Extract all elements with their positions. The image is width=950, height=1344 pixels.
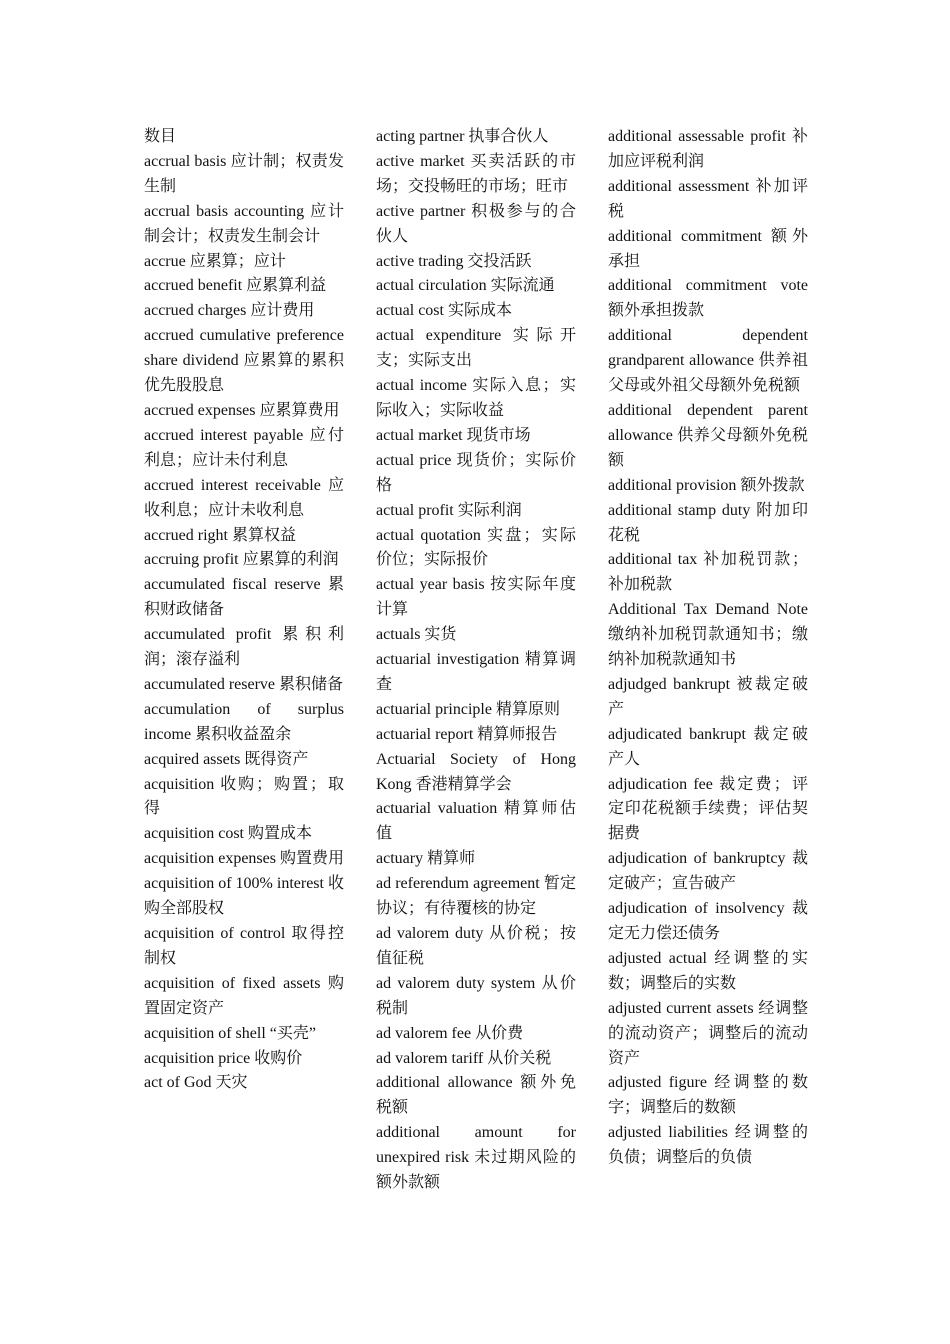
- entry-definition: 取得控制权: [144, 925, 344, 967]
- entry-definition: 应累算利益: [246, 277, 327, 295]
- glossary-entry: [376, 524, 576, 574]
- entry-term: adjudication of insolvency: [608, 900, 785, 918]
- entry-term: actual year basis: [376, 576, 485, 594]
- entry-term: actuarial report: [376, 725, 474, 743]
- entry-term: actuary: [376, 850, 424, 868]
- entry-term: accrued interest receivable: [144, 476, 321, 494]
- entry-definition: 累积储备: [279, 675, 344, 693]
- entry-term: accrued charges: [144, 302, 247, 320]
- entry-term: actual income: [376, 377, 467, 395]
- entry-term: ad referendum agreement: [376, 875, 540, 893]
- entry-definition: 精算师: [427, 850, 476, 868]
- entry-term: acquired assets: [144, 750, 241, 768]
- glossary-entry: [376, 299, 576, 324]
- entry-term: ad valorem duty: [376, 925, 484, 942]
- entry-definition: 经调整的流动资产；调整后的流动资产: [608, 999, 809, 1067]
- entry-definition: 未过期风险的额外款额: [376, 1149, 576, 1192]
- glossary-entry: [144, 1022, 344, 1047]
- entry-term: acquisition of 100% interest: [144, 875, 324, 893]
- entry-definition: 实际利润: [457, 501, 522, 519]
- entry-term: accrue: [144, 252, 186, 270]
- glossary-entry: [144, 872, 344, 922]
- entry-definition: 既得资产: [244, 750, 309, 768]
- glossary-entry: [608, 847, 808, 897]
- glossary-entry: [376, 623, 576, 648]
- entry-definition: 裁定破产人: [608, 725, 808, 768]
- glossary-column-2: [376, 125, 576, 1196]
- entry-term: actual profit: [376, 501, 454, 519]
- glossary-entry: [608, 723, 808, 773]
- entry-term: active trading: [376, 252, 464, 270]
- entry-term: acting partner: [376, 128, 465, 145]
- entry-definition: 应计制会计；权责发生制会计: [144, 202, 344, 245]
- entry-term: accumulated reserve: [144, 675, 276, 693]
- glossary-entry: [144, 822, 344, 847]
- glossary-entry: [144, 922, 344, 972]
- entry-definition: 应累算；应计: [189, 252, 286, 270]
- entry-term: adjudged bankrupt: [608, 675, 731, 693]
- entry-term: accumulation of surplus income: [144, 700, 344, 743]
- glossary-entry: [144, 1047, 344, 1072]
- entry-definition: 实际成本: [447, 302, 512, 320]
- glossary-entry: [608, 773, 808, 848]
- entry-definition: 从价税制: [376, 974, 576, 1017]
- entry-term: actual market: [376, 426, 463, 444]
- entry-term: active partner: [376, 202, 466, 220]
- entry-term: accrual basis accounting: [144, 202, 305, 220]
- entry-definition: 累积收益盈余: [195, 725, 292, 743]
- entry-term: accrued right: [144, 526, 228, 544]
- glossary-entry: [608, 673, 808, 723]
- glossary-entry: [376, 125, 576, 150]
- entry-term: Actuarial Society of Hong Kong: [376, 750, 576, 793]
- entry-definition: 数目: [144, 128, 177, 145]
- glossary-entry: [608, 897, 808, 947]
- glossary-entry: [144, 474, 344, 524]
- entry-definition: 实货: [424, 626, 457, 644]
- entry-definition: 补加评税: [608, 177, 808, 220]
- glossary-entry: [376, 573, 576, 623]
- glossary-entry: [376, 424, 576, 449]
- entry-term: accumulated fiscal reserve: [144, 576, 321, 594]
- glossary-entry: [376, 872, 576, 922]
- entry-definition: 精算师估值: [376, 800, 577, 843]
- glossary-entry: [144, 748, 344, 773]
- entry-term: actuals: [376, 626, 421, 644]
- entry-term: additional tax: [608, 551, 698, 569]
- entry-definition: 经调整的数字；调整后的数额: [608, 1074, 808, 1117]
- entry-term: accruing profit: [144, 551, 239, 569]
- glossary-entry: [376, 797, 576, 847]
- entry-term: Additional Tax Demand Note: [608, 601, 808, 619]
- glossary-entry: [376, 449, 576, 499]
- entry-definition: 按实际年度计算: [376, 576, 576, 619]
- entry-definition: 天灾: [215, 1074, 248, 1092]
- glossary-entry: [144, 524, 344, 549]
- entry-definition: 从价费: [475, 1024, 524, 1042]
- entry-definition: 补加税罚款；补加税款: [608, 551, 808, 594]
- entry-term: acquisition of control: [144, 925, 286, 942]
- glossary-entry: [144, 274, 344, 299]
- glossary-entry: [144, 200, 344, 250]
- entry-term: actual price: [376, 451, 452, 469]
- glossary-entry: [608, 225, 808, 275]
- glossary-entry: [144, 150, 344, 200]
- entry-definition: 实盘；实际价位；实际报价: [376, 526, 576, 569]
- entry-definition: 暂定协议；有待覆核的协定: [376, 875, 576, 918]
- entry-definition: 裁定无力偿还债务: [608, 900, 809, 942]
- entry-term: additional allowance: [376, 1074, 513, 1092]
- glossary-entry: [144, 324, 344, 399]
- entry-definition: 应累算的累积优先股股息: [144, 352, 344, 395]
- entry-term: accrued benefit: [144, 277, 243, 295]
- entry-definition: 供养父母额外免税额: [608, 426, 808, 469]
- entry-definition: 收购；购置；取得: [144, 775, 344, 818]
- entry-term: adjusted current assets: [608, 999, 754, 1017]
- glossary-entry: [144, 972, 344, 1022]
- entry-term: additional commitment: [608, 227, 762, 245]
- glossary-entry: [376, 922, 576, 972]
- entry-definition: 供养祖父母或外祖父母额外免税额: [608, 352, 808, 395]
- entry-definition: 缴纳补加税罚款通知书；缴纳补加税款通知书: [608, 626, 808, 669]
- glossary-entry: [608, 548, 808, 598]
- glossary-entry: [608, 598, 808, 673]
- entry-term: ad valorem tariff: [376, 1049, 484, 1067]
- glossary-entry: [144, 573, 344, 623]
- entry-definition: 购置费用: [279, 850, 344, 868]
- entry-term: ad valorem fee: [376, 1024, 472, 1042]
- glossary-entry: [608, 499, 808, 549]
- glossary-column-3: [608, 125, 808, 1171]
- entry-definition: 应付利息；应计未付利息: [144, 426, 344, 469]
- entry-definition: 交投活跃: [467, 252, 532, 270]
- glossary-entry: [376, 200, 576, 250]
- entry-definition: 额外承担拨款: [608, 302, 705, 320]
- entry-term: adjudicated bankrupt: [608, 725, 746, 743]
- entry-definition: 精算师报告: [477, 725, 558, 743]
- entry-term: additional dependent parent allowance: [608, 401, 808, 444]
- glossary-entry: [144, 673, 344, 698]
- entry-term: actual cost: [376, 302, 444, 320]
- entry-definition: 附加印花税: [608, 501, 808, 544]
- glossary-entry: [144, 125, 344, 150]
- entry-term: additional provision: [608, 476, 737, 494]
- glossary-entry: [608, 399, 808, 474]
- entry-definition: 收购全部股权: [144, 875, 345, 918]
- entry-term: additional assessable profit: [608, 128, 786, 145]
- entry-definition: 裁定费；评定印花税额手续费；评估契据费: [608, 775, 808, 843]
- entry-definition: 应计制；权责发生制: [144, 152, 344, 195]
- glossary-entry: [144, 250, 344, 275]
- entry-definition: 购置固定资产: [144, 974, 344, 1017]
- glossary-entry: [608, 175, 808, 225]
- entry-term: active market: [376, 152, 465, 170]
- entry-term: accrued cumulative preference share dividend: [144, 327, 344, 370]
- glossary-column-1: [144, 125, 344, 1096]
- entry-term: adjusted figure: [608, 1074, 707, 1092]
- glossary-entry: [144, 773, 344, 823]
- entry-term: actual quotation: [376, 526, 481, 544]
- entry-term: adjusted liabilities: [608, 1124, 728, 1142]
- entry-definition: 精算调查: [376, 651, 576, 693]
- entry-definition: “买壳”: [269, 1024, 316, 1042]
- glossary-entry: [608, 125, 808, 175]
- entry-definition: 执事合伙人: [468, 128, 549, 145]
- glossary-entry: [376, 374, 576, 424]
- entry-definition: 额外免税额: [376, 1074, 576, 1117]
- entry-definition: 买卖活跃的市场；交投畅旺的市场；旺市: [376, 152, 576, 195]
- glossary-entry: [376, 1047, 576, 1072]
- entry-definition: 应计费用: [250, 302, 315, 320]
- entry-definition: 经调整的实数；调整后的实数: [608, 949, 809, 992]
- glossary-entry: [144, 623, 344, 673]
- entry-term: acquisition of fixed assets: [144, 974, 321, 992]
- entry-definition: 实际流通: [490, 277, 555, 295]
- entry-definition: 精算原则: [495, 700, 560, 718]
- entry-definition: 购置成本: [247, 825, 312, 843]
- glossary-entry: [376, 1071, 576, 1121]
- entry-definition: 应累算的利润: [242, 551, 339, 569]
- glossary-entry: [376, 698, 576, 723]
- entry-term: acquisition: [144, 775, 215, 793]
- entry-definition: 经调整的负债；调整后的负债: [608, 1124, 808, 1167]
- entry-definition: 额外拨款: [740, 476, 805, 494]
- entry-term: acquisition expenses: [144, 850, 276, 868]
- glossary-entry: [608, 1071, 808, 1121]
- entry-term: additional dependent grandparent allowance: [608, 327, 808, 370]
- entry-definition: 香港精算学会: [415, 775, 512, 793]
- entry-term: acquisition price: [144, 1049, 251, 1067]
- glossary-entry: [608, 1121, 808, 1171]
- entry-definition: 现货价；实际价格: [376, 451, 577, 494]
- glossary-entry: [144, 847, 344, 872]
- glossary-entry: [376, 150, 576, 200]
- entry-term: acquisition of shell: [144, 1024, 266, 1042]
- entry-term: adjudication fee: [608, 775, 713, 793]
- glossary-entry: [376, 499, 576, 524]
- entry-term: additional stamp duty: [608, 501, 751, 519]
- entry-term: accumulated profit: [144, 626, 272, 644]
- glossary-entry: [144, 698, 344, 748]
- glossary-entry: [376, 723, 576, 748]
- entry-term: accrual basis: [144, 152, 227, 170]
- entry-term: actuarial principle: [376, 700, 492, 718]
- glossary-entry: [608, 274, 808, 324]
- entry-definition: 累积财政储备: [144, 576, 344, 619]
- entry-definition: 应累算费用: [259, 401, 340, 419]
- glossary-entry: [144, 299, 344, 324]
- glossary-entry: [608, 324, 808, 399]
- entry-definition: 补加应评税利润: [608, 128, 808, 170]
- glossary-entry: [608, 947, 808, 997]
- entry-definition: 积极参与的合伙人: [376, 202, 577, 245]
- entry-definition: 现货市场: [466, 426, 531, 444]
- glossary-entry: [144, 399, 344, 424]
- entry-term: actual circulation: [376, 277, 487, 295]
- glossary-entry: [376, 1022, 576, 1047]
- entry-definition: 从价关税: [487, 1049, 552, 1067]
- glossary-entry: [608, 997, 808, 1072]
- entry-term: additional assessment: [608, 177, 750, 195]
- entry-definition: 从价税；按值征税: [376, 925, 576, 967]
- glossary-entry: [608, 474, 808, 499]
- entry-definition: 裁定破产；宣告破产: [608, 850, 808, 893]
- glossary-entry: [144, 1071, 344, 1096]
- entry-term: additional commitment vote: [608, 277, 808, 295]
- entry-definition: 额外承担: [608, 227, 808, 270]
- entry-definition: 应收利息；应计未收利息: [144, 476, 344, 519]
- entry-definition: 实际入息；实际收入；实际收益: [376, 377, 576, 419]
- entry-term: accrued interest payable: [144, 426, 304, 444]
- entry-term: accrued expenses: [144, 401, 256, 419]
- glossary-entry: [376, 748, 576, 798]
- glossary-entry: [376, 274, 576, 299]
- entry-term: adjudication of bankruptcy: [608, 850, 786, 868]
- glossary-entry: [144, 548, 344, 573]
- entry-term: actuarial investigation: [376, 651, 520, 669]
- entry-definition: 累算权益: [231, 526, 296, 544]
- entry-definition: 收购价: [254, 1049, 303, 1067]
- entry-term: adjusted actual: [608, 949, 707, 967]
- entry-term: actual expenditure: [376, 327, 502, 345]
- entry-definition: 累积利润；滚存溢利: [144, 626, 345, 669]
- entry-definition: 实际开支；实际支出: [376, 327, 577, 370]
- entry-term: acquisition cost: [144, 825, 244, 843]
- glossary-entry: [376, 648, 576, 698]
- glossary-entry: [376, 1121, 576, 1196]
- glossary-entry: [144, 424, 344, 474]
- glossary-entry: [376, 250, 576, 275]
- glossary-entry: [376, 972, 576, 1022]
- entry-term: additional amount for unexpired risk: [376, 1124, 576, 1167]
- glossary-entry: [376, 847, 576, 872]
- entry-definition: 被裁定破产: [608, 675, 808, 718]
- entry-term: actuarial valuation: [376, 800, 498, 818]
- glossary-entry: [376, 324, 576, 374]
- entry-term: act of God: [144, 1074, 212, 1092]
- entry-term: ad valorem duty system: [376, 974, 536, 992]
